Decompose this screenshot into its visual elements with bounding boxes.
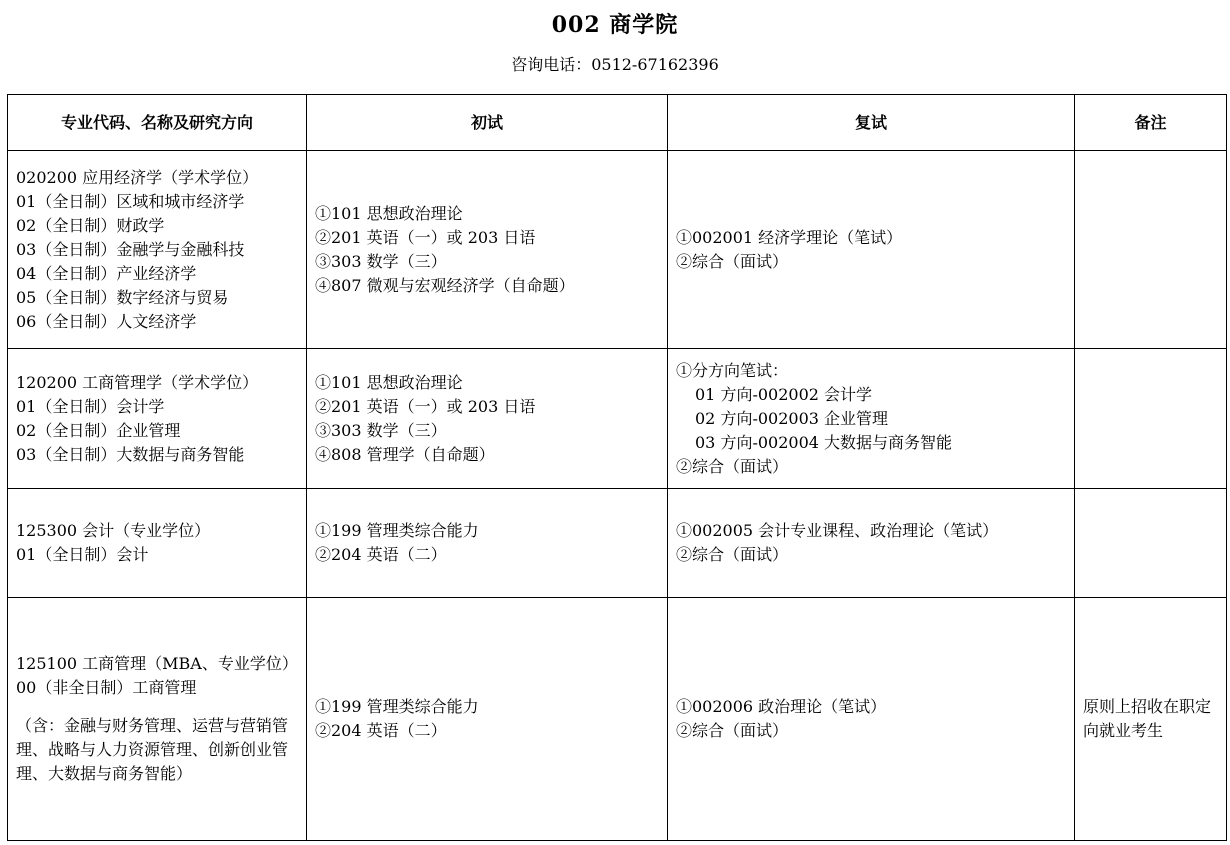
exam-item: ①199 管理类综合能力 bbox=[315, 697, 479, 716]
retest-item: ①002001 经济学理论（笔试） bbox=[676, 227, 903, 247]
direction-item: 01（全日制）区域和城市经济学 bbox=[16, 191, 245, 211]
table-row bbox=[8, 598, 1227, 841]
exam-cell bbox=[307, 151, 668, 349]
retest-item: ①分方向笔试： bbox=[676, 360, 789, 380]
direction-item: 04（全日制）产业经济学 bbox=[16, 263, 197, 283]
retest-cell bbox=[668, 489, 1075, 598]
major-cell bbox=[8, 349, 307, 489]
retest-cell bbox=[668, 349, 1075, 489]
exam-item: ②201 英语（一）或 203 日语 bbox=[315, 227, 536, 247]
direction-item: 03（全日制）金融学与金融科技 bbox=[16, 239, 245, 259]
retest-cell bbox=[668, 151, 1075, 349]
direction-item: 02（全日制）财政学 bbox=[16, 215, 165, 235]
retest-sub-item: 01 方向-002002 会计学 bbox=[695, 384, 873, 404]
column-header-note: 备注 bbox=[1075, 95, 1227, 151]
retest-item: ②综合（面试） bbox=[676, 721, 789, 740]
exam-item: ③303 数学（三） bbox=[315, 251, 447, 271]
retest-item: ②综合（面试） bbox=[676, 251, 789, 271]
major-cell bbox=[8, 151, 307, 349]
table-row bbox=[8, 151, 1227, 349]
major-name: 120200 工商管理学（学术学位） bbox=[16, 372, 259, 392]
table-row bbox=[8, 489, 1227, 598]
column-header-retest: 复试 bbox=[668, 95, 1075, 151]
major-cell bbox=[8, 598, 307, 841]
exam-item: ①199 管理类综合能力 bbox=[315, 521, 479, 540]
retest-item: ②综合（面试） bbox=[676, 456, 789, 476]
page-title: 002 商学院 bbox=[551, 12, 679, 38]
exam-item: ②204 英语（二） bbox=[315, 721, 447, 740]
retest-sub-item: 02 方向-002003 企业管理 bbox=[695, 408, 889, 428]
retest-item: ②综合（面试） bbox=[676, 545, 789, 564]
direction-item: 06（全日制）人文经济学 bbox=[16, 311, 197, 331]
note-cell bbox=[1075, 349, 1227, 489]
exam-item: ①101 思想政治理论 bbox=[315, 372, 463, 392]
retest-sub-item: 03 方向-002004 大数据与商务智能 bbox=[695, 432, 953, 452]
retest-cell bbox=[668, 598, 1075, 841]
exam-cell bbox=[307, 349, 668, 489]
column-header-exam: 初试 bbox=[307, 95, 668, 151]
exam-item: ②204 英语（二） bbox=[315, 545, 447, 564]
major-name: 020200 应用经济学（学术学位） bbox=[16, 167, 259, 187]
major-extra-note: （含：金融与财务管理、运营与营销管理、战略与人力资源管理、创新创业管理、大数据与商务智能） bbox=[16, 716, 289, 783]
direction-item: 01（全日制）会计 bbox=[16, 545, 149, 564]
retest-item: ①002006 政治理论（笔试） bbox=[676, 697, 887, 716]
major-cell bbox=[8, 489, 307, 598]
note-cell bbox=[1075, 489, 1227, 598]
direction-item: 03（全日制）大数据与商务智能 bbox=[16, 444, 245, 464]
direction-item: 00（非全日制）工商管理 bbox=[16, 678, 197, 697]
note-cell: 原则上招收在职定向就业考生 bbox=[1075, 598, 1227, 841]
note-cell bbox=[1075, 151, 1227, 349]
major-name: 125300 会计（专业学位） bbox=[16, 521, 211, 540]
table-row bbox=[8, 349, 1227, 489]
direction-item: 02（全日制）企业管理 bbox=[16, 420, 181, 440]
retest-item: ①002005 会计专业课程、政治理论（笔试） bbox=[676, 521, 999, 540]
direction-item: 05（全日制）数字经济与贸易 bbox=[16, 287, 229, 307]
major-name: 125100 工商管理（MBA、专业学位） bbox=[16, 654, 298, 673]
phone-line: 咨询电话：0512-67162396 bbox=[511, 55, 719, 74]
exam-cell bbox=[307, 489, 668, 598]
column-header-major: 专业代码、名称及研究方向 bbox=[8, 95, 307, 151]
exam-cell bbox=[307, 598, 668, 841]
exam-item: ①101 思想政治理论 bbox=[315, 203, 463, 223]
exam-item: ④807 微观与宏观经济学（自命题） bbox=[315, 275, 575, 295]
exam-item: ④808 管理学（自命题） bbox=[315, 444, 495, 464]
exam-item: ②201 英语（一）或 203 日语 bbox=[315, 396, 536, 416]
exam-item: ③303 数学（三） bbox=[315, 420, 447, 440]
direction-item: 01（全日制）会计学 bbox=[16, 396, 165, 416]
admission-table bbox=[7, 94, 1227, 841]
table-header-row bbox=[8, 95, 1227, 151]
